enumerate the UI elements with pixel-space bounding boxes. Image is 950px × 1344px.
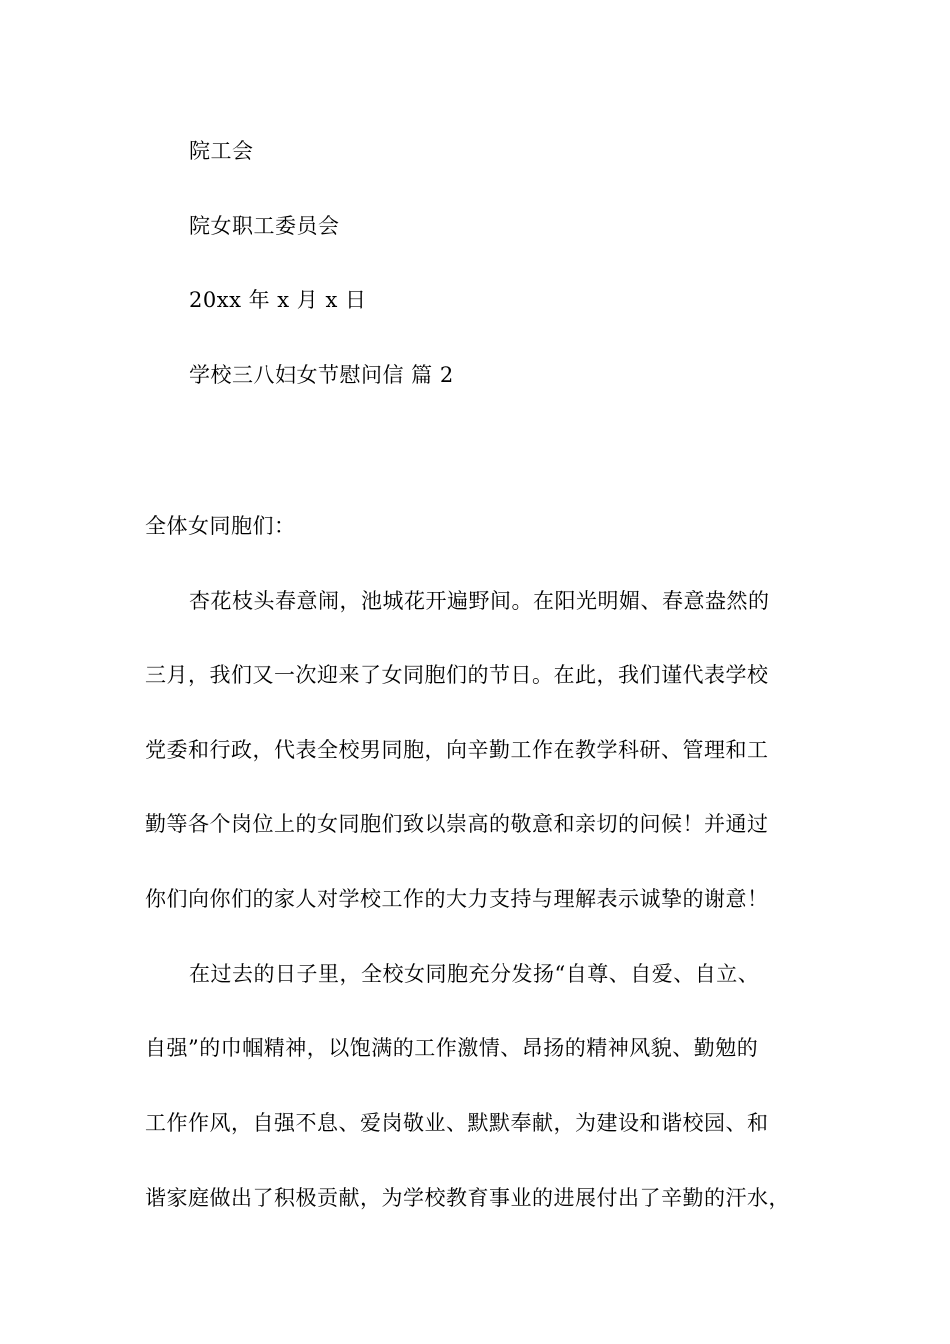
paragraph-line: 你们向你们的家人对学校工作的大力支持与理解表示诚挚的谢意！ <box>145 887 769 911</box>
signature-date: 20xx 年 x 月 x 日 <box>189 288 367 312</box>
paragraph-line: 党委和行政，代表全校男同胞，向辛勤工作在教学科研、管理和工 <box>145 738 769 762</box>
section-title: 学校三八妇女节慰问信 篇 2 <box>189 363 454 387</box>
signature-committee: 院女职工委员会 <box>189 214 340 238</box>
paragraph-line: 三月，我们又一次迎来了女同胞们的节日。在此，我们谨代表学校 <box>145 663 769 687</box>
paragraph-line: 杏花枝头春意闹，池城花开遍野间。在阳光明媚、春意盎然的 <box>189 589 770 613</box>
paragraph-line: 勤等各个岗位上的女同胞们致以崇高的敬意和亲切的问候！并通过 <box>145 812 769 836</box>
paragraph-line: 自强”的巾帼精神，以饱满的工作激情、昂扬的精神风貌、勤勉的 <box>145 1036 759 1060</box>
paragraph-line: 工作作风，自强不息、爱岗敬业、默默奉献，为建设和谐校园、和 <box>145 1111 769 1135</box>
paragraph-line: 在过去的日子里，全校女同胞充分发扬“自尊、自爱、自立、 <box>189 962 760 986</box>
paragraph-line: 谐家庭做出了积极贡献，为学校教育事业的进展付出了辛勤的汗水， <box>145 1186 790 1210</box>
salutation: 全体女同胞们： <box>145 514 296 538</box>
signature-union: 院工会 <box>189 139 254 163</box>
